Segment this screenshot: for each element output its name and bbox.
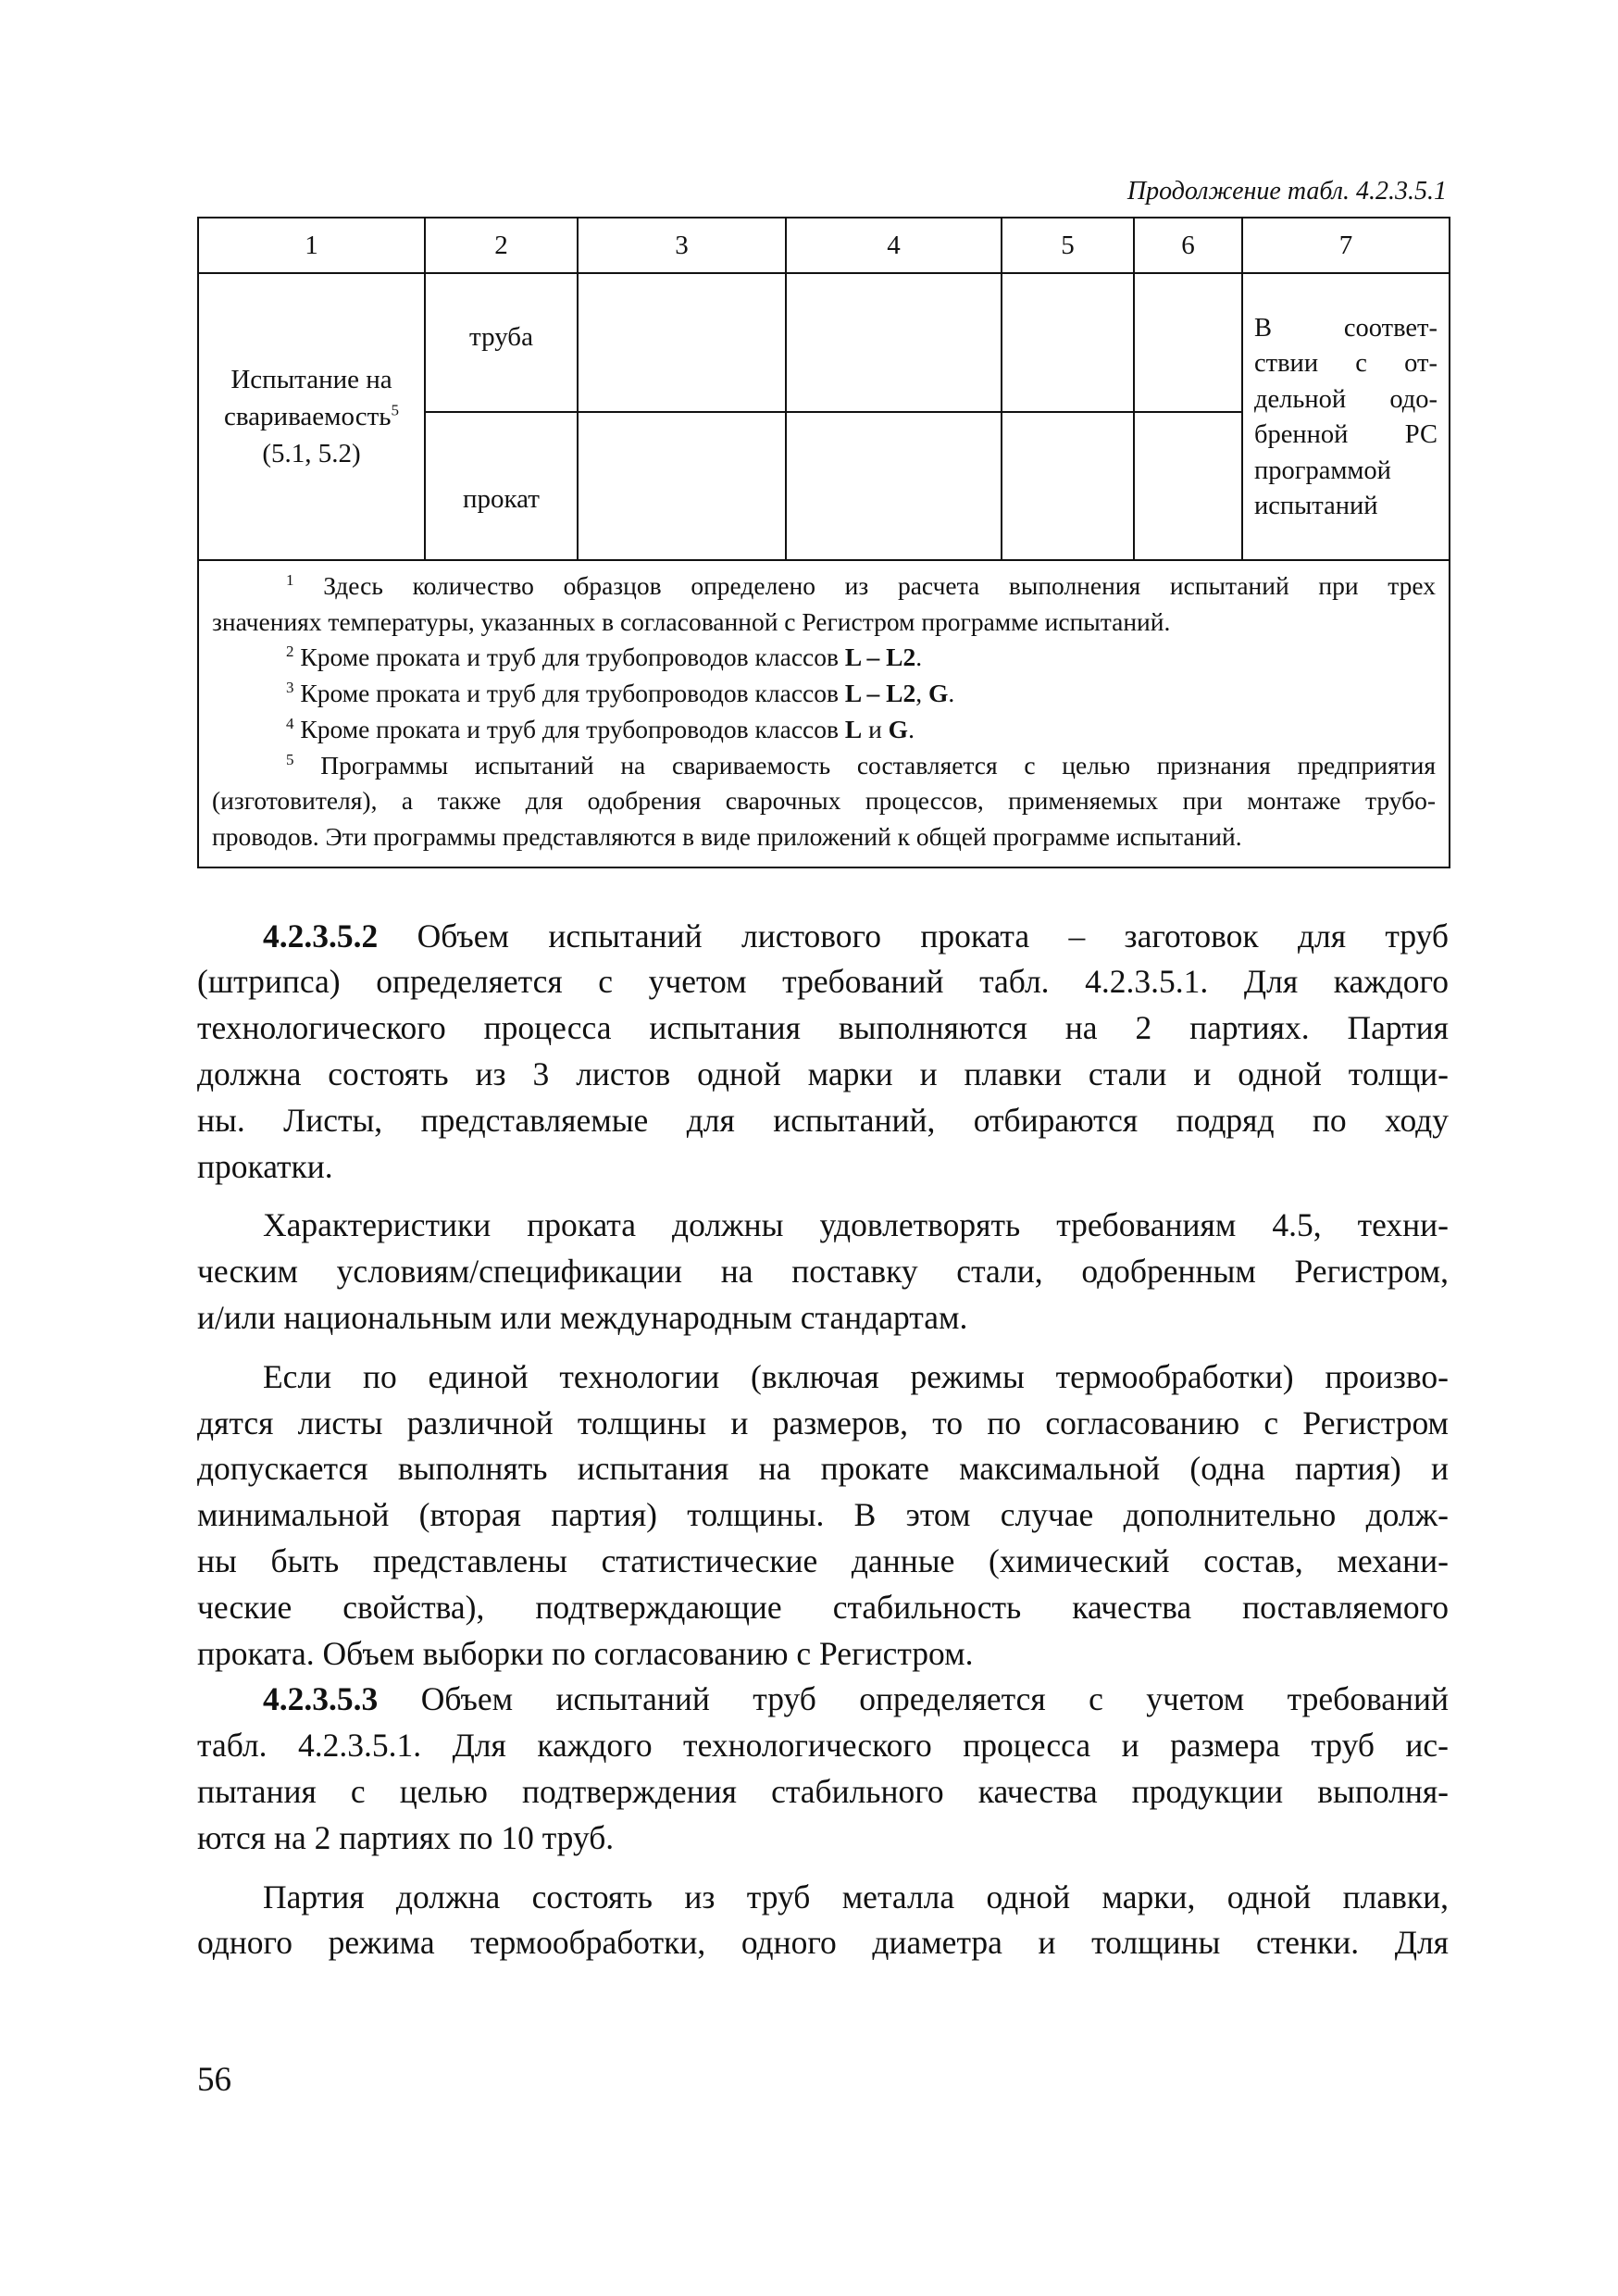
table-cell (1134, 412, 1242, 560)
table-cell (578, 412, 786, 560)
col-header: 6 (1134, 218, 1242, 273)
col-header: 4 (786, 218, 1002, 273)
table-caption: Продолжение табл. 4.2.3.5.1 (1126, 177, 1447, 206)
row-label-line: Испытание на (230, 365, 392, 394)
section-number: 4.2.3.5.3 (263, 1680, 379, 1718)
footnote-4: $^4$ Кроме проката и труб для трубопроводов классов L и G. (286, 714, 915, 743)
section-4-2-3-5-2: 4.2.3.5.2 Объем испытаний листового проката – заготовок для труб (штрипса) определяется с учетом требований табл. 4.2.3.5.1. Для каждого технологического процесса испытания выполняются на 2 партиях. Партия должна состоять из 3 листов одной марки и плавки стали и одной толщи- ны. Листы, представляемые для испытаний, отбираются подряд по ходу прокатки. (197, 917, 1449, 1185)
footnote-5-cont: проводов. Эти программы представляются в виде приложений к общей программе испытаний. (212, 821, 1242, 851)
table-cell (786, 412, 1002, 560)
subrow-label-pipe: труба (425, 273, 578, 412)
row-label-cell (198, 273, 425, 560)
table-cell (1134, 273, 1242, 412)
table-cell (1002, 273, 1134, 412)
table-cell (786, 273, 1002, 412)
body-text (197, 914, 1449, 1967)
notes-row (198, 560, 1450, 867)
footnote-5: $^5$ Программы испытаний на свариваемость составляется с целью признания предприятия (286, 750, 1436, 780)
table-header-row (198, 218, 1450, 273)
col-header: 7 (1242, 218, 1450, 273)
paragraph: Партия должна состоять из труб металла одной марки, одной плавки, одного режима термообработки, одного диаметра и толщины стенки. Для (197, 1878, 1449, 1962)
page-number: 56 (197, 2061, 231, 2099)
table-cell (1002, 412, 1134, 560)
paragraph: Если по единой технологии (включая режимы термообработки) произво- дятся листы различной толщины и размеров, то по согласованию с Регистром допускается выполнять испытания на прокате максимальной (одна партия) и минимальной (вторая партия) толщины. В этом случае дополнительно долж- ны быть представлены статистические данные (химический состав, механи- ческие свойства), подтверждающие стабильность качества поставляемого проката. Объем выборки по согласованию с Регистром. (197, 1357, 1449, 1672)
col-header: 1 (198, 218, 425, 273)
footnote-2: $^2$ Кроме проката и труб для трубопроводов классов L – L2. (286, 643, 923, 672)
footnote-1: $^1$ Здесь количество образцов определено из расчета выполнения испытаний при трех (286, 570, 1436, 600)
paragraph: Характеристики проката должны удовлетворять требованиям 4.5, техни- ческим условиям/спецификации на поставку стали, одобренным Регистром, и/или национальным или международным стандартам. (197, 1206, 1449, 1336)
footnote-ref: 5 (391, 401, 399, 419)
table-row (198, 273, 1450, 412)
table-cell (578, 273, 786, 412)
table-notes (198, 560, 1450, 867)
spec-table (197, 217, 1450, 868)
section-number: 4.2.3.5.2 (263, 917, 379, 955)
row-label-line: свариваемость$^5$ (224, 401, 399, 431)
subrow-label-plate: прокат (425, 412, 578, 560)
col7-cell: В соответ- ствии с от- дельной одо- бренной РС программой испытаний (1242, 273, 1450, 560)
section-4-2-3-5-3: 4.2.3.5.3 Объем испытаний труб определяется с учетом требований табл. 4.2.3.5.1. Для каждого технологического процесса и размера труб ис- пытания с целью подтверждения стабильного качества продукции выполня- ются на 2 партиях по 10 труб. (197, 1680, 1449, 1856)
footnote-3: $^3$ Кроме проката и труб для трубопроводов классов L – L2, G. (286, 678, 955, 708)
col-header: 3 (578, 218, 786, 273)
col-header: 5 (1002, 218, 1134, 273)
footnote-5-cont: (изготовителя), а также для одобрения сварочных процессов, применяемых при монтаже трубо- (212, 786, 1436, 816)
row-label-line: (5.1, 5.2) (262, 439, 361, 468)
col-header: 2 (425, 218, 578, 273)
footnote-1-cont: значениях температуры, указанных в согласованной с Регистром программе испытаний. (212, 606, 1171, 636)
page-content (197, 176, 1449, 1966)
